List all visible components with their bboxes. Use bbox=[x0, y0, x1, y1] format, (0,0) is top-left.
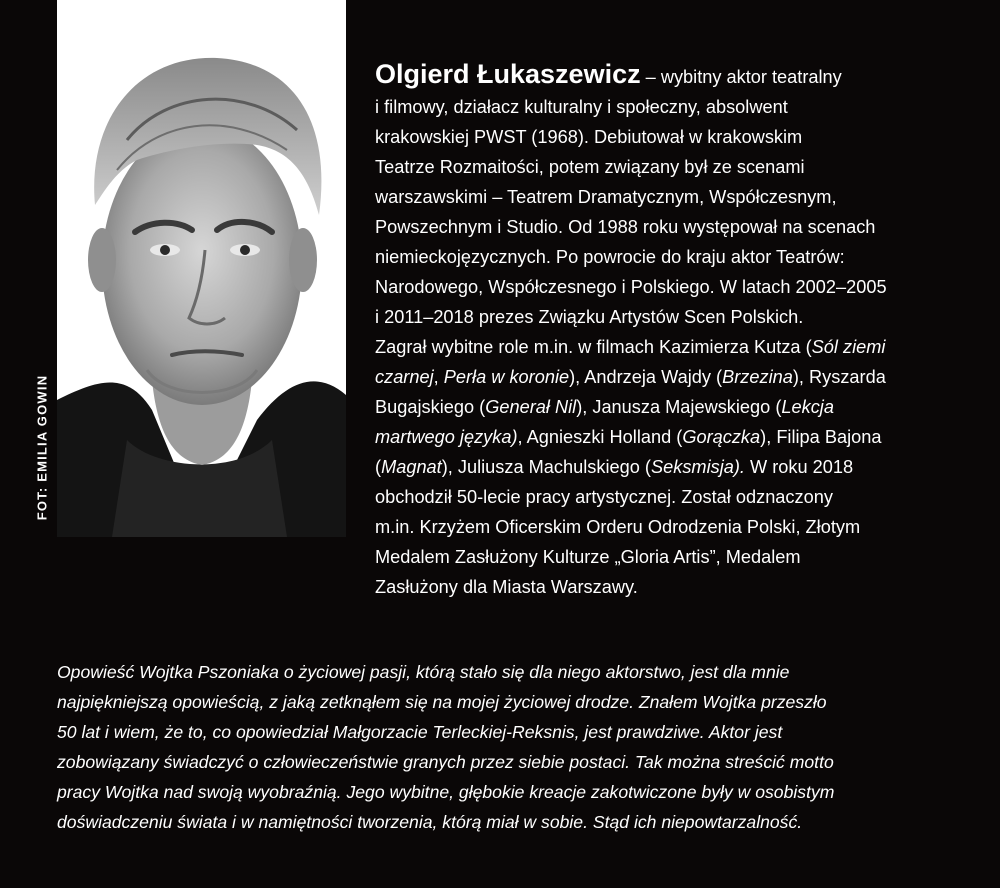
bio-line bbox=[375, 182, 975, 212]
quote-line: doświadczeniu świata i w namiętności tworzenia, którą miał w sobie. Stąd ich niepowtarzalność. bbox=[57, 812, 803, 832]
bio-segment: ), Filipa Bajona bbox=[760, 427, 882, 447]
bio-segment: i 2011–2018 prezes Związku Artystów Scen Polskich. bbox=[375, 307, 804, 327]
bio-line bbox=[375, 572, 975, 602]
portrait-photo-icon bbox=[57, 0, 346, 537]
title-italic: Seksmisja). bbox=[650, 457, 745, 477]
bio-segment: krakowskiej PWST (1968). Debiutował w krakowskim bbox=[375, 127, 803, 147]
bio-line bbox=[375, 272, 975, 302]
bio-segment: Teatrze Rozmaitości, potem związany był ze scenami bbox=[375, 157, 805, 177]
title-italic: Brzezina bbox=[722, 367, 793, 387]
bio-text bbox=[375, 59, 975, 602]
bio-line bbox=[375, 212, 975, 242]
bio-line bbox=[375, 482, 975, 512]
title-italic: Generał Nil bbox=[485, 397, 577, 417]
quote-text bbox=[57, 657, 977, 837]
bio-segment: i filmowy, działacz kulturalny i społeczny, absolwent bbox=[375, 97, 788, 117]
title-italic: Magnat bbox=[381, 457, 442, 477]
title-italic: Sól ziemi bbox=[811, 337, 886, 357]
bio-segment: , bbox=[433, 367, 444, 387]
bio-line bbox=[375, 362, 975, 392]
title-italic: Gorączka bbox=[682, 427, 761, 447]
bio-segment: ( bbox=[375, 457, 382, 477]
bio-segment: ), Andrzeja Wajdy ( bbox=[569, 367, 723, 387]
portrait-photo bbox=[57, 0, 346, 537]
bio-line bbox=[375, 92, 975, 122]
bio-line bbox=[375, 332, 975, 362]
bio-segment: Bugajskiego ( bbox=[375, 397, 486, 417]
bio-segment: , Agnieszki Holland ( bbox=[517, 427, 683, 447]
title-italic: czarnej bbox=[375, 367, 434, 387]
bio-segment: Zasłużony dla Miasta Warszawy. bbox=[375, 577, 638, 597]
bio-line bbox=[375, 542, 975, 572]
bio-line bbox=[375, 392, 975, 422]
bio-line bbox=[375, 59, 975, 92]
title-italic: Perła w koronie bbox=[443, 367, 570, 387]
bio-segment: Narodowego, Współczesnego i Polskiego. W latach 2002–2005 bbox=[375, 277, 887, 297]
quote-line: Opowieść Wojtka Pszoniaka o życiowej pasji, którą stało się dla niego aktorstwo, jest dla mnie bbox=[57, 662, 790, 682]
bio-segment: niemieckojęzycznych. Po powrocie do kraju aktor Teatrów: bbox=[375, 247, 845, 267]
bio-line bbox=[375, 422, 975, 452]
bio-segment: ), Janusza Majewskiego ( bbox=[576, 397, 782, 417]
bio-segment: m.in. Krzyżem Oficerskim Orderu Odrodzenia Polski, Złotym bbox=[375, 517, 861, 537]
bio-line bbox=[375, 302, 975, 332]
bio-segment: obchodził 50-lecie pracy artystycznej. Został odznaczony bbox=[375, 487, 833, 507]
quote-line: pracy Wojtka nad swoją wyobraźnią. Jego wybitne, głębokie kreacje zakotwiczone były w osobistym bbox=[57, 782, 835, 802]
photo-credit bbox=[22, 356, 62, 538]
bio-segment: ), Juliusza Machulskiego ( bbox=[441, 457, 651, 477]
quote-line: 50 lat i wiem, że to, co opowiedział Małgorzacie Terleckiej-Reksnis, jest prawdziwe. Aktor jest bbox=[57, 722, 783, 742]
bio-segment: ), Ryszarda bbox=[792, 367, 886, 387]
person-name: Olgierd Łukaszewicz bbox=[375, 59, 641, 89]
quote-line: najpiękniejszą opowieścią, z jaką zetknąłem się na mojej życiowej drodze. Znałem Wojtka przeszło bbox=[57, 692, 827, 712]
bio-line bbox=[375, 242, 975, 272]
bio-segment: warszawskimi – Teatrem Dramatycznym, Współczesnym, bbox=[375, 187, 837, 207]
bio-segment: – wybitny aktor teatralny bbox=[640, 67, 842, 87]
bio-segment: W roku 2018 bbox=[744, 457, 854, 477]
bio-segment: Powszechnym i Studio. Od 1988 roku występował na scenach bbox=[375, 217, 876, 237]
bio-line bbox=[375, 122, 975, 152]
bio-line bbox=[375, 452, 975, 482]
title-italic: martwego języka) bbox=[375, 427, 518, 447]
title-italic: Lekcja bbox=[781, 397, 834, 417]
bio-line bbox=[375, 512, 975, 542]
photo-credit-text: FOT: EMILIA GOWIN bbox=[34, 374, 50, 520]
bio-line bbox=[375, 152, 975, 182]
bio-segment: Medalem Zasłużony Kulturze „Gloria Artis”, Medalem bbox=[375, 547, 801, 567]
quote-line: zobowiązany świadczyć o człowieczeństwie granych przez siebie postaci. Tak można streścić motto bbox=[57, 752, 834, 772]
bio-segment: Zagrał wybitne role m.in. w filmach Kazimierza Kutza ( bbox=[375, 337, 812, 357]
